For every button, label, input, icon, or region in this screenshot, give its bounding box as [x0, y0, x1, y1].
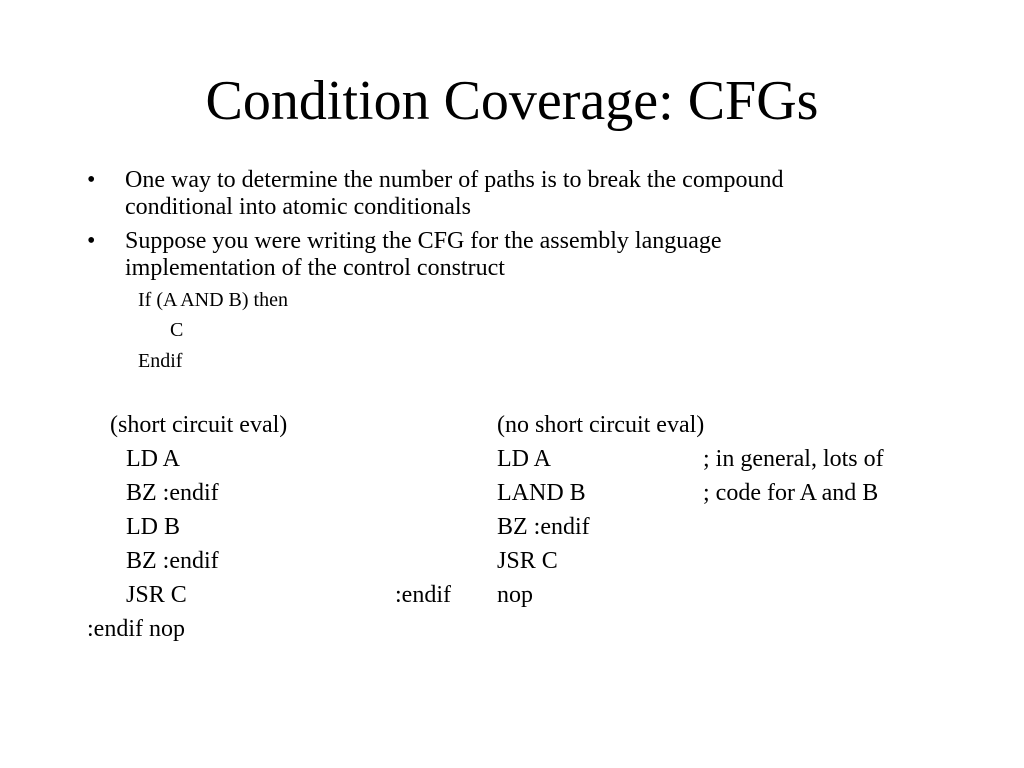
- short-circuit-endif-line: :endif nop: [87, 616, 185, 642]
- short-circuit-line-5: JSR C: [126, 582, 187, 608]
- bullet-2-line-2: implementation of the control construct: [125, 255, 505, 281]
- slide-title: Condition Coverage: CFGs: [205, 70, 819, 132]
- construct-endif-line: Endif: [138, 350, 183, 372]
- no-short-circuit-comment-1: ; in general, lots of: [703, 446, 884, 472]
- no-short-circuit-heading: (no short circuit eval): [497, 412, 705, 438]
- no-short-circuit-line-3: BZ :endif: [497, 514, 590, 540]
- bullet-marker: •: [87, 167, 96, 193]
- bullet-1-line-2: conditional into atomic conditionals: [125, 194, 471, 220]
- short-circuit-line-3: LD B: [126, 514, 180, 540]
- short-circuit-line-1: LD A: [126, 446, 180, 472]
- no-short-circuit-line-2: LAND B: [497, 480, 586, 506]
- bullet-marker: •: [87, 228, 96, 254]
- construct-if-line: If (A AND B) then: [138, 289, 288, 311]
- no-short-circuit-line-4: JSR C: [497, 548, 558, 574]
- no-short-circuit-line-1: LD A: [497, 446, 551, 472]
- no-short-circuit-endif-label: :endif: [395, 582, 451, 608]
- no-short-circuit-comment-2: ; code for A and B: [703, 480, 879, 506]
- short-circuit-heading: (short circuit eval): [110, 412, 288, 438]
- bullet-1-line-1: One way to determine the number of paths is to break the compound: [125, 167, 784, 193]
- short-circuit-line-2: BZ :endif: [126, 480, 219, 506]
- construct-body-line: C: [170, 319, 184, 341]
- short-circuit-line-4: BZ :endif: [126, 548, 219, 574]
- no-short-circuit-line-5: nop: [497, 582, 533, 608]
- bullet-2-line-1: Suppose you were writing the CFG for the assembly language: [125, 228, 722, 254]
